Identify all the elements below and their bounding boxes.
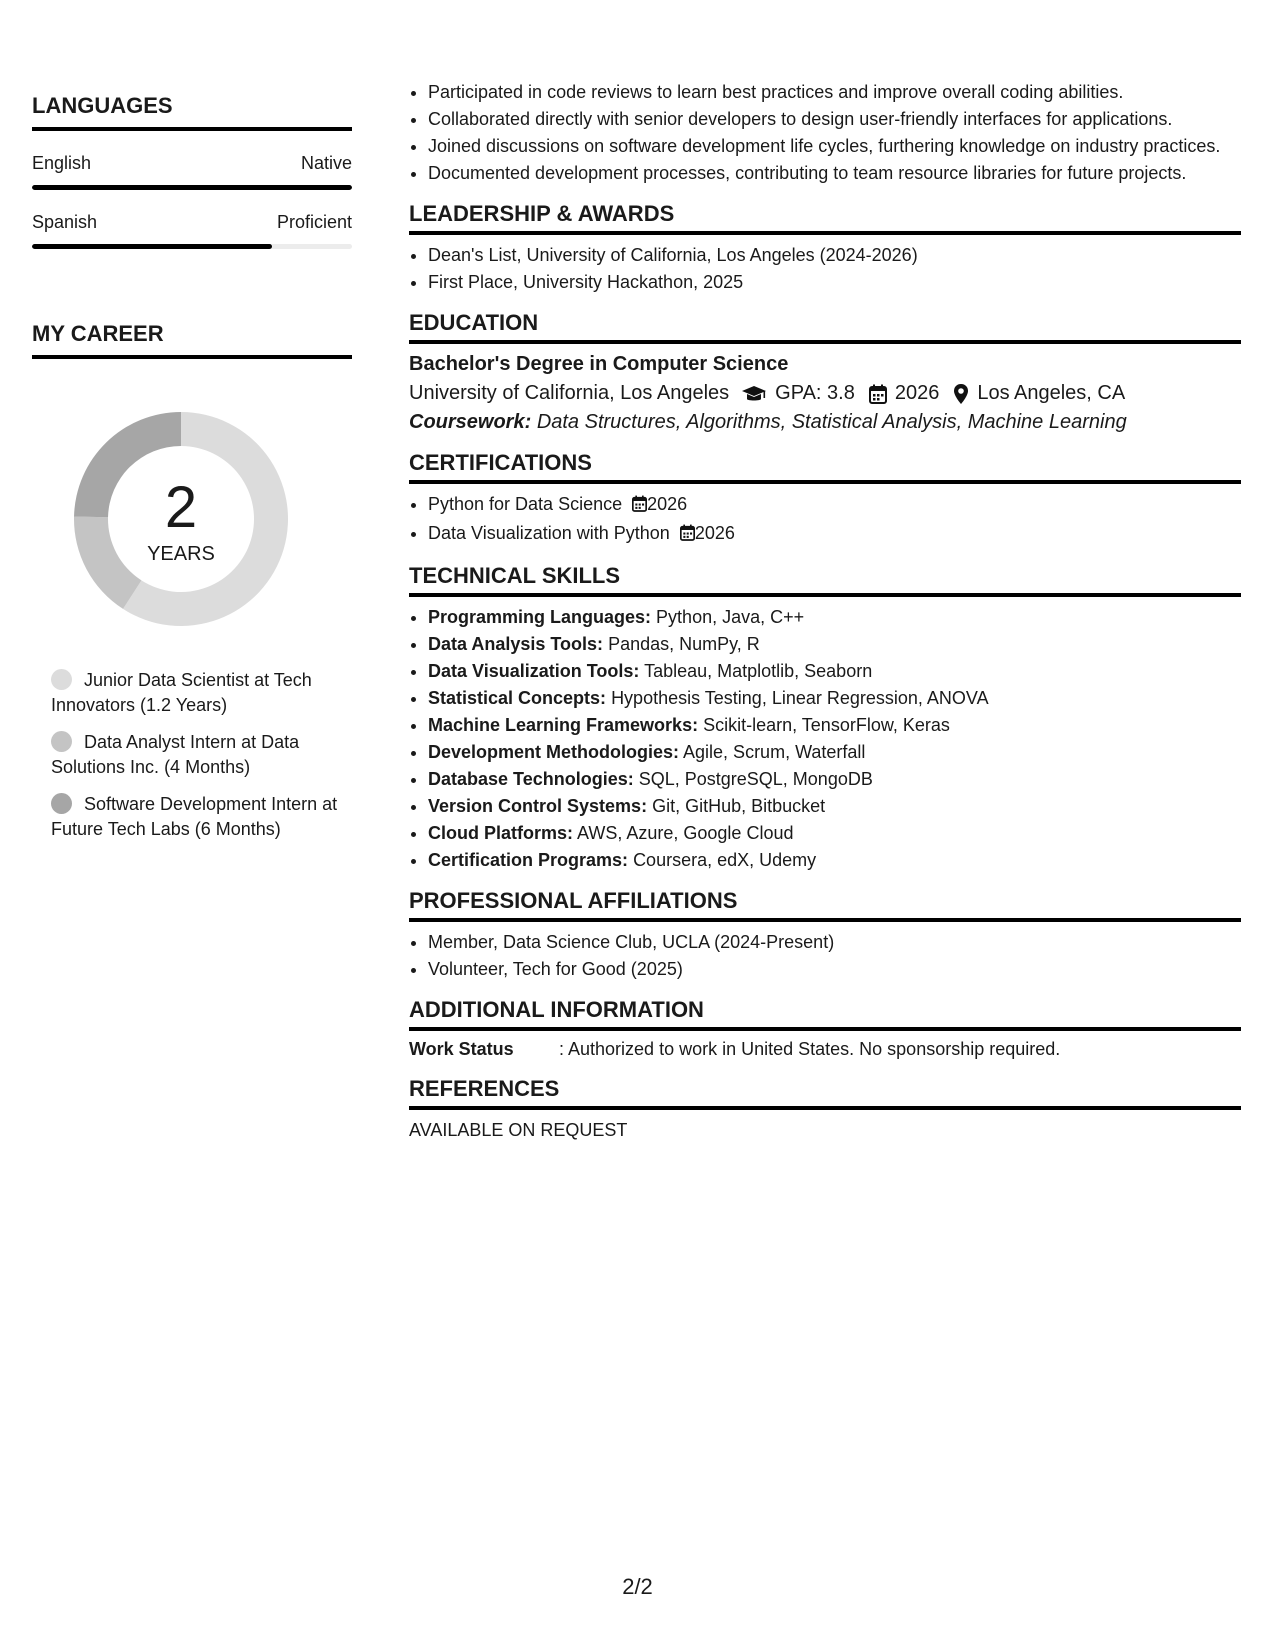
graduation-year: 2026	[894, 382, 940, 404]
skills-heading: TECHNICAL SKILLS	[409, 563, 1241, 597]
language-proficiency-bar	[32, 185, 352, 190]
career-legend	[51, 668, 341, 842]
legend-dot-icon	[51, 731, 72, 752]
career-legend-label: Junior Data Scientist at Tech Innovators (1.2 Years)	[51, 670, 312, 715]
calendar-icon	[632, 494, 647, 518]
skill-category: Version Control Systems:	[428, 796, 648, 816]
career-legend-item	[51, 668, 341, 718]
certification-name: Python for Data Science	[428, 494, 623, 514]
references-text: AVAILABLE ON REQUEST	[409, 1120, 628, 1140]
gpa: GPA: 3.8	[775, 382, 855, 404]
career-legend-item	[51, 792, 341, 842]
affiliations-heading: PROFESSIONAL AFFILIATIONS	[409, 888, 1241, 922]
skill-values: Tableau, Matplotlib, Seaborn	[644, 661, 873, 681]
skill-item	[428, 767, 1241, 791]
skill-item	[428, 659, 1241, 683]
coursework-list: Data Structures, Algorithms, Statistical Analysis, Machine Learning	[536, 411, 1127, 433]
references-section	[409, 1076, 1241, 1141]
affiliation-item: • Member, Data Science Club, UCLA (2024-Present)	[428, 930, 1241, 954]
language-name: English	[32, 153, 92, 173]
education-heading: EDUCATION	[409, 310, 1241, 344]
skill-values: Hypothesis Testing, Linear Regression, ANOVA	[611, 688, 989, 708]
language-item	[32, 212, 352, 249]
language-proficiency-fill	[32, 185, 352, 190]
school-name: University of California, Los Angeles	[409, 382, 730, 404]
language-list	[32, 153, 352, 249]
languages-heading: LANGUAGES	[32, 93, 352, 131]
language-level: Native	[300, 153, 352, 173]
skill-item	[428, 821, 1241, 845]
skill-category: Certification Programs:	[428, 850, 629, 870]
leadership-section	[409, 201, 1241, 294]
skill-values: Scikit-learn, TensorFlow, Keras	[703, 715, 950, 735]
skills-section	[409, 563, 1241, 872]
coursework-label: Coursework:	[409, 411, 532, 433]
certifications-section	[409, 450, 1241, 547]
skill-item	[428, 740, 1241, 764]
work-status-label: Work Status	[409, 1039, 514, 1059]
career-heading: MY CAREER	[32, 321, 352, 359]
skill-category: Database Technologies:	[428, 769, 634, 789]
language-row	[32, 212, 352, 233]
calendar-icon	[680, 523, 695, 547]
experience-bullet: • Collaborated directly with senior developers to design user-friendly interfaces for applications.	[428, 107, 1241, 131]
leadership-list	[409, 243, 1241, 294]
language-proficiency-bar	[32, 244, 352, 249]
map-pin-icon	[953, 383, 969, 405]
affiliations-list	[409, 930, 1241, 981]
career-total-unit: YEARS	[147, 543, 215, 565]
skill-item	[428, 794, 1241, 818]
skill-values: SQL, PostgreSQL, MongoDB	[638, 769, 873, 789]
leadership-item: • Dean's List, University of California, Los Angeles (2024-2026)	[428, 243, 1241, 267]
skill-values: Coursera, edX, Udemy	[633, 850, 817, 870]
graduation-cap-icon	[741, 384, 767, 404]
certifications-list	[409, 492, 1241, 547]
career-section	[32, 321, 352, 842]
experience-bullets	[409, 80, 1241, 185]
calendar-icon	[869, 384, 887, 404]
affiliation-item: • Volunteer, Tech for Good (2025)	[428, 957, 1241, 981]
skill-values: Git, GitHub, Bitbucket	[652, 796, 826, 816]
experience-bullet: • Joined discussions on software development life cycles, furthering knowledge on industry practices.	[428, 134, 1241, 158]
skill-item	[428, 713, 1241, 737]
references-heading: REFERENCES	[409, 1076, 1241, 1110]
skill-category: Cloud Platforms:	[428, 823, 574, 843]
skill-category: Data Visualization Tools:	[428, 661, 640, 681]
language-level: Proficient	[276, 212, 352, 232]
certification-name: Data Visualization with Python	[428, 523, 670, 543]
skill-category: Programming Languages:	[428, 607, 652, 627]
skill-values: Agile, Scrum, Waterfall	[683, 742, 866, 762]
career-legend-item	[51, 730, 341, 780]
skill-values: AWS, Azure, Google Cloud	[577, 823, 794, 843]
additional-heading: ADDITIONAL INFORMATION	[409, 997, 1241, 1031]
skill-item	[428, 605, 1241, 629]
language-row	[32, 153, 352, 174]
certification-item	[428, 492, 1241, 518]
work-status-value: : Authorized to work in United States. No sponsorship required.	[559, 1039, 1061, 1059]
language-name: Spanish	[32, 212, 98, 232]
skill-values: Python, Java, C++	[656, 607, 805, 627]
education-meta	[409, 382, 1241, 405]
degree-title: Bachelor's Degree in Computer Science	[409, 353, 789, 375]
career-legend-label: Software Development Intern at Future Tech Labs (6 Months)	[51, 794, 338, 839]
language-proficiency-fill	[32, 244, 272, 249]
left-column	[32, 93, 352, 854]
certification-year: 2026	[694, 523, 735, 543]
work-status-row	[409, 1039, 1241, 1060]
additional-section	[409, 997, 1241, 1060]
skills-list	[409, 605, 1241, 872]
certification-year: 2026	[647, 494, 688, 514]
skill-item	[428, 686, 1241, 710]
experience-bullet: • Participated in code reviews to learn best practices and improve overall coding abilities.	[428, 80, 1241, 104]
leadership-item: • First Place, University Hackathon, 2025	[428, 270, 1241, 294]
legend-dot-icon	[51, 669, 72, 690]
language-item	[32, 153, 352, 190]
career-donut-chart	[66, 404, 296, 634]
coursework	[409, 411, 1241, 434]
certifications-heading: CERTIFICATIONS	[409, 450, 1241, 484]
skill-values: Pandas, NumPy, R	[608, 634, 760, 654]
skill-item	[428, 632, 1241, 656]
page-number: 2/2	[622, 1574, 653, 1599]
education-section	[409, 310, 1241, 434]
skill-category: Development Methodologies:	[428, 742, 680, 762]
skill-item	[428, 848, 1241, 872]
experience-bullet: • Documented development processes, contributing to team resource libraries for future projects.	[428, 161, 1241, 185]
affiliations-section	[409, 888, 1241, 981]
skill-category: Data Analysis Tools:	[428, 634, 604, 654]
school-location: Los Angeles, CA	[977, 382, 1126, 404]
leadership-heading: LEADERSHIP & AWARDS	[409, 201, 1241, 235]
legend-dot-icon	[51, 793, 72, 814]
skill-category: Statistical Concepts:	[428, 688, 607, 708]
career-total-value: 2	[164, 475, 198, 540]
career-legend-label: Data Analyst Intern at Data Solutions Inc. (4 Months)	[51, 732, 300, 777]
right-column	[409, 80, 1241, 1141]
skill-category: Machine Learning Frameworks:	[428, 715, 699, 735]
certification-item	[428, 521, 1241, 547]
